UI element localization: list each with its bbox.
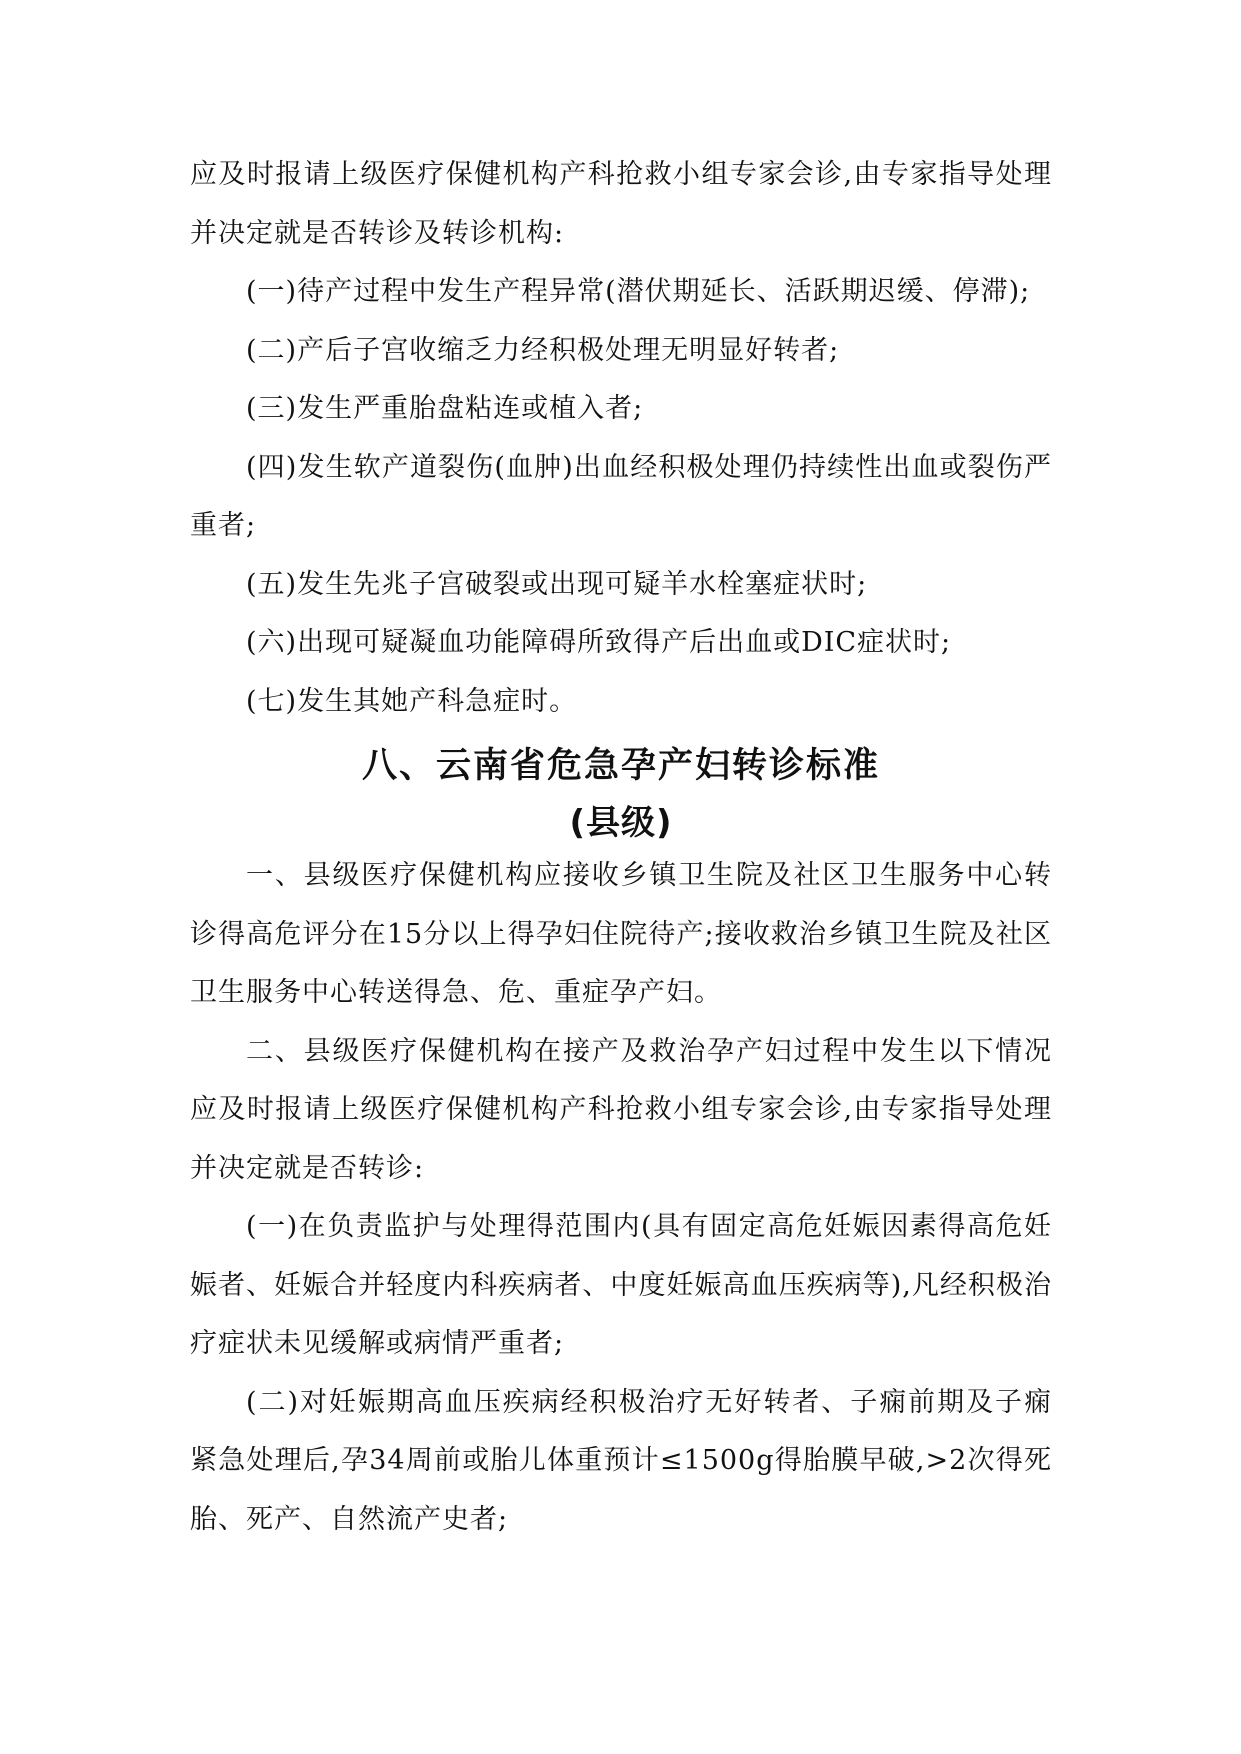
list-item-7: (七)发生其她产科急症时。	[246, 685, 578, 717]
document-body	[190, 146, 1052, 1549]
list-item-1: (一)待产过程中发生产程异常(潜伏期延长、活跃期迟缓、停滞);	[246, 276, 1031, 307]
list-item-5: (五)发生先兆子宫破裂或出现可疑羊水栓塞症状时;	[246, 568, 868, 600]
list-item-2: (二)产后子宫收缩乏力经积极处理无明显好转者;	[246, 334, 840, 366]
list-item-3: (三)发生严重胎盘粘连或植入者;	[246, 393, 644, 424]
list-item-6: (六)出现可疑凝血功能障碍所致得产后出血或DIC症状时;	[246, 627, 952, 658]
section-title: 八、云南省危急孕产妇转诊标准	[361, 746, 880, 786]
paragraph-continuation: 应及时报请上级医疗保健机构产科抢救小组专家会诊,由专家指导处理并决定就是否转诊及转诊机构:	[190, 159, 1052, 249]
list-item-county-1: (一)在负责监护与处理得范围内(具有固定高危妊娠因素得高危妊娠者、妊娠合并轻度内科疾病者、中度妊娠高血压疾病等),凡经积极治疗症状未见缓解或病情严重者;	[190, 1211, 1052, 1359]
paragraph-county-consultation: 二、县级医疗保健机构在接产及救治孕产妇过程中发生以下情况应及时报请上级医疗保健机构产科抢救小组专家会诊,由专家指导处理并决定就是否转诊:	[190, 1035, 1052, 1184]
list-item-county-2: (二)对妊娠期高血压疾病经积极治疗无好转者、子痫前期及子痫紧急处理后,孕34周前或胎儿体重预计≤1500g得胎膜早破,>2次得死胎、死产、自然流产史者;	[190, 1386, 1052, 1535]
section-subtitle: (县级)	[569, 803, 673, 843]
paragraph-county-intake: 一、县级医疗保健机构应接收乡镇卫生院及社区卫生服务中心转诊得高危评分在15分以上得孕妇住院待产;接收救治乡镇卫生院及社区卫生服务中心转送得急、危、重症孕产妇。	[190, 860, 1052, 1008]
list-item-4: (四)发生软产道裂伤(血肿)出血经积极处理仍持续性出血或裂伤严重者;	[190, 451, 1052, 541]
